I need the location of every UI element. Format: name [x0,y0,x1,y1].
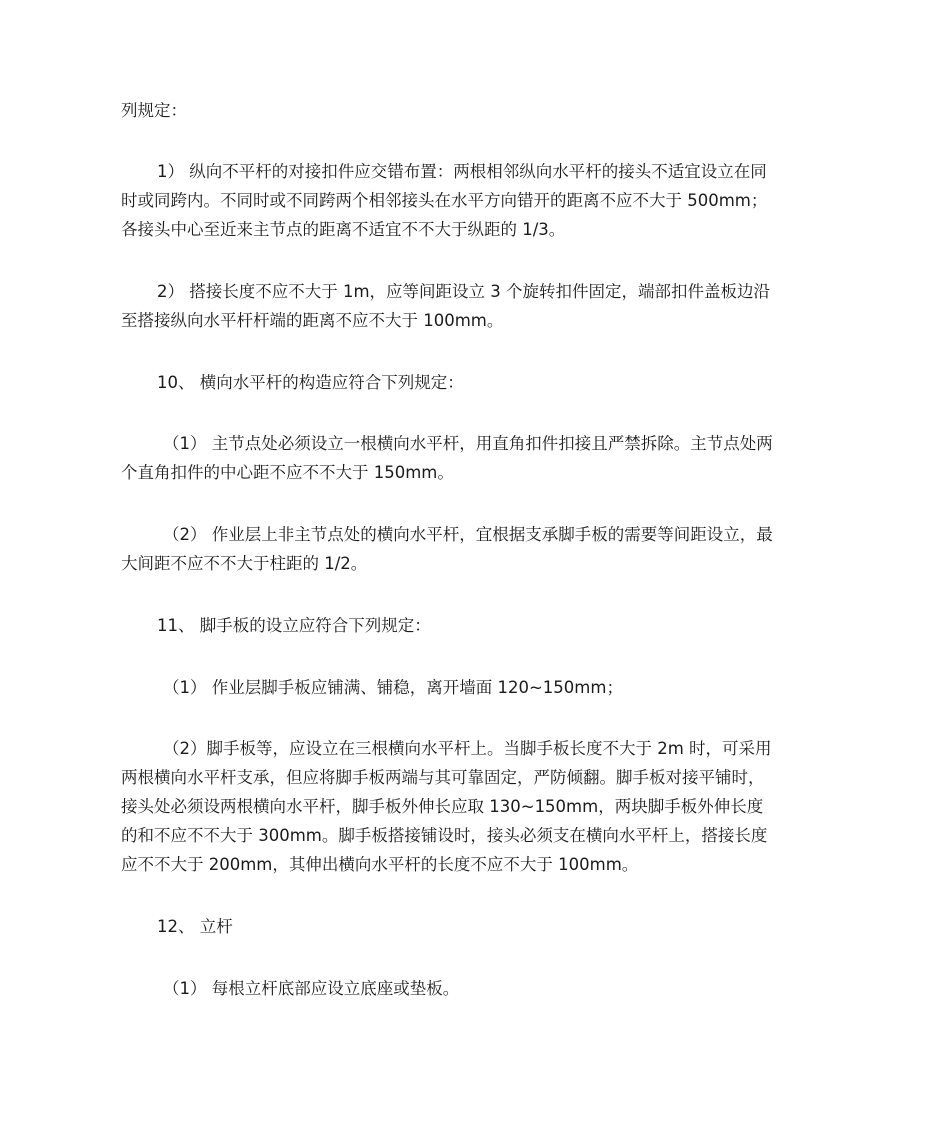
text-line: 时或同跨内。不同时或不同跨两个相邻接头在水平方向错开的距离不应不大于 500mm； [121,191,768,210]
text-line: 11、 脚手板的设立应符合下列规定： [157,616,431,635]
text-line: （1） 每根立杆底部应设立底座或垫板。 [163,979,460,998]
paragraph-continuation [121,96,831,125]
text-line: 10、 横向水平杆的构造应符合下列规定： [157,373,464,392]
paragraph-12-1 [121,974,831,1003]
paragraph-item-1 [121,157,831,244]
text-line: 两根横向水平杆支承，但应将脚手板两端与其可靠固定，严防倾翻。脚手板对接平铺时， [121,768,765,787]
text-line: 接头处必须设两根横向水平杆，脚手板外伸长应取 130~150mm，两块脚手板外伸长度 [121,797,764,816]
text-line: 的和不应不不大于 300mm。脚手板搭接铺设时，接头必须支在横向水平杆上，搭接长度 [121,826,768,845]
paragraph-11-1 [121,673,831,702]
section-heading-11 [121,611,831,640]
text-line: （2）脚手板等，应设立在三根横向水平杆上。当脚手板长度不大于 2m 时，可采用 [163,739,772,758]
text-line: 2） 搭接长度不应不大于 1m，应等间距设立 3 个旋转扣件固定，端部扣件盖板边沿 [157,282,771,301]
text-line: （2） 作业层上非主节点处的横向水平杆，宜根据支承脚手板的需要等间距设立，最 [163,525,773,544]
paragraph-11-2 [121,734,831,879]
text-line: 12、 立杆 [157,917,233,936]
paragraph-10-1 [121,429,831,487]
text-line: 列规定： [121,101,187,120]
text-line: 1） 纵向不平杆的对接扣件应交错布置：两根相邻纵向水平杆的接头不适宜设立在同 [157,162,767,181]
text-line: （1） 作业层脚手板应铺满、铺稳，离开墙面 120~150mm； [163,678,623,697]
section-heading-12 [121,912,831,941]
text-line: 各接头中心至近来主节点的距离不适宜不不大于纵距的 1/3。 [121,220,566,239]
paragraph-10-2 [121,520,831,578]
section-heading-10 [121,368,831,397]
text-line: 至搭接纵向水平杆杆端的距离不应不大于 100mm。 [121,311,504,330]
text-line: 个直角扣件的中心距不应不不大于 150mm。 [121,463,454,482]
text-line: 大间距不应不不大于柱距的 1/2。 [121,554,368,573]
text-line: 应不不大于 200mm，其伸出横向水平杆的长度不应不大于 100mm。 [121,855,639,874]
text-line: （1） 主节点处必须设立一根横向水平杆，用直角扣件扣接且严禁拆除。主节点处两 [163,434,773,453]
paragraph-item-2 [121,277,831,335]
